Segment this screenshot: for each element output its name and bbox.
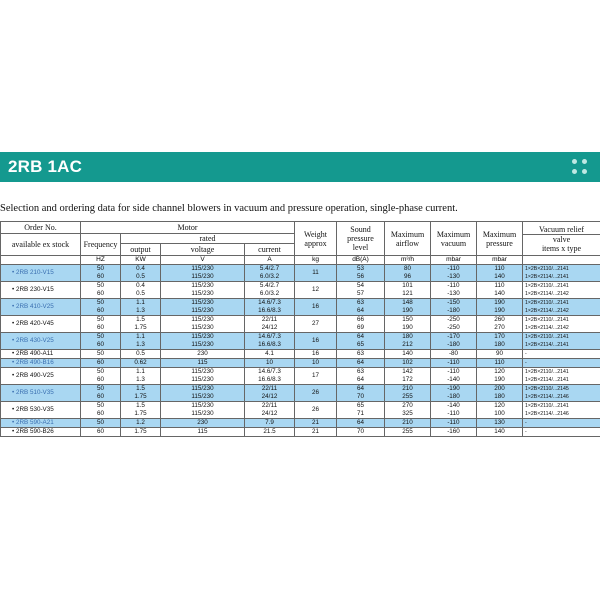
pressure: 140: [477, 290, 523, 299]
frequency: 60: [81, 376, 121, 385]
header-weight: Weight approx: [295, 222, 337, 256]
relief-valve: 1×2B×2110/...2141: [523, 282, 600, 291]
airflow: 255: [385, 393, 431, 402]
sound-level: 64: [337, 359, 385, 368]
voltage: 230: [161, 419, 245, 428]
frequency: 50: [81, 419, 121, 428]
current: 22/11: [245, 385, 295, 394]
airflow: 210: [385, 419, 431, 428]
weight: 10: [295, 359, 337, 368]
relief-valve: 1×2B×2110/...2145: [523, 385, 600, 394]
vacuum: -110: [431, 282, 477, 291]
vacuum: -80: [431, 350, 477, 359]
current: 22/11: [245, 402, 295, 411]
vacuum: -110: [431, 265, 477, 274]
sound-level: 70: [337, 428, 385, 437]
sound-level: 65: [337, 402, 385, 411]
header-voltage: voltage: [161, 244, 245, 256]
vacuum: -150: [431, 299, 477, 308]
header-rated: rated: [121, 234, 295, 244]
frequency: 60: [81, 273, 121, 282]
airflow: 80: [385, 265, 431, 274]
vacuum: -110: [431, 419, 477, 428]
voltage: 115/230: [161, 341, 245, 350]
relief-valve: 1×2B×2114/...2146: [523, 393, 600, 402]
pressure: 90: [477, 350, 523, 359]
order-number: • 2RB 530-V35: [1, 402, 81, 419]
sound-level: 64: [337, 385, 385, 394]
unit-cell: A: [245, 256, 295, 265]
unit-cell: m³/h: [385, 256, 431, 265]
sound-level: 64: [337, 419, 385, 428]
output: 1.75: [121, 393, 161, 402]
current: 16.6/8.3: [245, 341, 295, 350]
airflow: 148: [385, 299, 431, 308]
pressure: 110: [477, 359, 523, 368]
frequency: 50: [81, 402, 121, 411]
current: 6.0/3.2: [245, 290, 295, 299]
frequency: 50: [81, 316, 121, 325]
relief-valve: 1×2B×2114/...2142: [523, 324, 600, 333]
airflow: 96: [385, 273, 431, 282]
current: 5.4/2.7: [245, 282, 295, 291]
voltage: 115/230: [161, 376, 245, 385]
frequency: 60: [81, 341, 121, 350]
pressure: 120: [477, 368, 523, 377]
table-row: [1, 282, 600, 291]
relief-valve: -: [523, 419, 600, 428]
current: 21.5: [245, 428, 295, 437]
output: 0.5: [121, 350, 161, 359]
frequency: 60: [81, 393, 121, 402]
table-row: [1, 385, 600, 394]
vacuum: -140: [431, 402, 477, 411]
frequency: 50: [81, 299, 121, 308]
voltage: 115: [161, 428, 245, 437]
frequency: 50: [81, 368, 121, 377]
relief-valve: 1×2B×2114/...2141: [523, 273, 600, 282]
current: 22/11: [245, 316, 295, 325]
airflow: 150: [385, 316, 431, 325]
output: 1.3: [121, 307, 161, 316]
airflow: 270: [385, 402, 431, 411]
unit-cell: dB(A): [337, 256, 385, 265]
pressure: 120: [477, 402, 523, 411]
voltage: 230: [161, 350, 245, 359]
voltage: 115/230: [161, 265, 245, 274]
relief-valve: 1×2B×2114/...2142: [523, 290, 600, 299]
order-number: • 2RB 590-A21: [1, 419, 81, 428]
voltage: 115/230: [161, 385, 245, 394]
grid-dots-icon: [572, 159, 588, 175]
current: 7.9: [245, 419, 295, 428]
vacuum: -250: [431, 324, 477, 333]
airflow: 102: [385, 359, 431, 368]
voltage: 115/230: [161, 282, 245, 291]
relief-valve: 1×2B×2114/...2146: [523, 410, 600, 419]
vacuum: -190: [431, 385, 477, 394]
table-row: [1, 299, 600, 308]
header-max-pressure: Maximum pressure: [477, 222, 523, 256]
header-sound: Sound pressure level: [337, 222, 385, 256]
sound-level: 65: [337, 341, 385, 350]
current: 24/12: [245, 393, 295, 402]
order-number: • 2RB 430-V25: [1, 333, 81, 350]
table-row: [1, 333, 600, 342]
frequency: 50: [81, 385, 121, 394]
order-number: • 2RB 590-B26: [1, 428, 81, 437]
vacuum: -130: [431, 273, 477, 282]
relief-valve: 1×2B×2110/...2141: [523, 316, 600, 325]
sound-level: 64: [337, 376, 385, 385]
units-row: [1, 256, 600, 265]
airflow: 180: [385, 333, 431, 342]
sound-level: 64: [337, 333, 385, 342]
output: 1.5: [121, 385, 161, 394]
output: 1.5: [121, 402, 161, 411]
output: 0.4: [121, 265, 161, 274]
pressure: 110: [477, 282, 523, 291]
sound-level: 69: [337, 324, 385, 333]
current: 5.4/2.7: [245, 265, 295, 274]
sound-level: 66: [337, 316, 385, 325]
voltage: 115/230: [161, 368, 245, 377]
pressure: 170: [477, 333, 523, 342]
order-number: • 2RB 230-V15: [1, 282, 81, 299]
output: 1.3: [121, 341, 161, 350]
relief-valve: -: [523, 428, 600, 437]
table-row: [1, 402, 600, 411]
airflow: 140: [385, 350, 431, 359]
voltage: 115/230: [161, 307, 245, 316]
current: 16.6/8.3: [245, 307, 295, 316]
header-current: current: [245, 244, 295, 256]
relief-valve: 1×2B×2110/...2141: [523, 402, 600, 411]
output: 0.4: [121, 282, 161, 291]
output: 1.5: [121, 316, 161, 325]
header-relief: Vacuum relief valve items x type: [523, 222, 600, 256]
frequency: 60: [81, 428, 121, 437]
current: 6.0/3.2: [245, 273, 295, 282]
sound-level: 54: [337, 282, 385, 291]
output: 0.62: [121, 359, 161, 368]
vacuum: -180: [431, 307, 477, 316]
unit-cell: [523, 256, 600, 265]
output: 1.2: [121, 419, 161, 428]
pressure: 180: [477, 393, 523, 402]
header-order-no: Order No.: [1, 222, 81, 234]
order-number: • 2RB 510-V35: [1, 385, 81, 402]
table-row: [1, 265, 600, 274]
output: 1.75: [121, 428, 161, 437]
table-row: [1, 428, 600, 437]
sound-level: 56: [337, 273, 385, 282]
unit-cell: mbar: [431, 256, 477, 265]
unit-cell: mbar: [477, 256, 523, 265]
section-banner: [0, 152, 600, 182]
voltage: 115/230: [161, 324, 245, 333]
airflow: 255: [385, 428, 431, 437]
current: 24/12: [245, 410, 295, 419]
pressure: 260: [477, 316, 523, 325]
pressure: 130: [477, 419, 523, 428]
airflow: 190: [385, 324, 431, 333]
order-number: • 2RB 490-A11: [1, 350, 81, 359]
order-number: • 2RB 490-V25: [1, 368, 81, 385]
voltage: 115/230: [161, 299, 245, 308]
relief-valve: 1×2B×2110/...2141: [523, 299, 600, 308]
order-number: • 2RB 490-B16: [1, 359, 81, 368]
current: 14.6/7.3: [245, 299, 295, 308]
pressure: 190: [477, 299, 523, 308]
unit-cell: KW: [121, 256, 161, 265]
weight: 26: [295, 385, 337, 402]
weight: 16: [295, 333, 337, 350]
current: 4.1: [245, 350, 295, 359]
header-max-airflow: Maximum airflow: [385, 222, 431, 256]
vacuum: -130: [431, 290, 477, 299]
weight: 21: [295, 419, 337, 428]
frequency: 60: [81, 324, 121, 333]
header-frequency: Frequency: [81, 234, 121, 256]
pressure: 190: [477, 376, 523, 385]
table-row: [1, 368, 600, 377]
weight: 27: [295, 316, 337, 333]
sound-level: 57: [337, 290, 385, 299]
current: 14.6/7.3: [245, 333, 295, 342]
vacuum: -180: [431, 393, 477, 402]
relief-valve: 1×2B×2114/...2141: [523, 341, 600, 350]
sound-level: 63: [337, 350, 385, 359]
pressure: 200: [477, 385, 523, 394]
pressure: 270: [477, 324, 523, 333]
airflow: 172: [385, 376, 431, 385]
spec-table: [0, 221, 600, 437]
section-title: 2RB 1AC: [8, 157, 83, 176]
relief-valve: 1×2B×2110/...2141: [523, 368, 600, 377]
output: 0.5: [121, 290, 161, 299]
unit-cell: HZ: [81, 256, 121, 265]
unit-cell: V: [161, 256, 245, 265]
frequency: 60: [81, 290, 121, 299]
output: 1.3: [121, 376, 161, 385]
voltage: 115/230: [161, 410, 245, 419]
relief-valve: -: [523, 350, 600, 359]
table-row: [1, 359, 600, 368]
airflow: 101: [385, 282, 431, 291]
vacuum: -110: [431, 410, 477, 419]
spec-table-body: [1, 265, 600, 437]
unit-cell: kg: [295, 256, 337, 265]
frequency: 50: [81, 282, 121, 291]
weight: 16: [295, 299, 337, 316]
airflow: 212: [385, 341, 431, 350]
relief-valve: -: [523, 359, 600, 368]
frequency: 50: [81, 265, 121, 274]
voltage: 115/230: [161, 290, 245, 299]
sound-level: 71: [337, 410, 385, 419]
sound-level: 70: [337, 393, 385, 402]
vacuum: -180: [431, 341, 477, 350]
output: 1.75: [121, 410, 161, 419]
frequency: 60: [81, 307, 121, 316]
sound-level: 63: [337, 368, 385, 377]
frequency: 50: [81, 350, 121, 359]
frequency: 50: [81, 333, 121, 342]
pressure: 190: [477, 307, 523, 316]
voltage: 115/230: [161, 393, 245, 402]
voltage: 115/230: [161, 316, 245, 325]
airflow: 121: [385, 290, 431, 299]
output: 1.1: [121, 299, 161, 308]
order-number: • 2RB 210-V15: [1, 265, 81, 282]
relief-valve: 1×2B×2114/...2141: [523, 376, 600, 385]
pressure: 140: [477, 273, 523, 282]
vacuum: -140: [431, 376, 477, 385]
airflow: 190: [385, 307, 431, 316]
vacuum: -160: [431, 428, 477, 437]
sound-level: 63: [337, 299, 385, 308]
current: 14.6/7.3: [245, 368, 295, 377]
pressure: 140: [477, 428, 523, 437]
unit-cell: [1, 256, 81, 265]
order-number: • 2RB 420-V45: [1, 316, 81, 333]
current: 24/12: [245, 324, 295, 333]
weight: 16: [295, 350, 337, 359]
pressure: 110: [477, 265, 523, 274]
vacuum: -110: [431, 359, 477, 368]
weight: 26: [295, 402, 337, 419]
airflow: 210: [385, 385, 431, 394]
header-motor: Motor: [81, 222, 295, 234]
header-max-vacuum: Maximum vacuum: [431, 222, 477, 256]
header-output: output: [121, 244, 161, 256]
frequency: 60: [81, 359, 121, 368]
table-row: [1, 316, 600, 325]
table-row: [1, 350, 600, 359]
relief-valve: 1×2B×2110/...2141: [523, 333, 600, 342]
header-available: available ex stock: [1, 234, 81, 256]
voltage: 115/230: [161, 333, 245, 342]
weight: 11: [295, 265, 337, 282]
output: 1.1: [121, 368, 161, 377]
table-caption: Selection and ordering data for side channel blowers in vacuum and pressure operation, single-phase current.: [0, 203, 458, 214]
voltage: 115: [161, 359, 245, 368]
weight: 17: [295, 368, 337, 385]
sound-level: 53: [337, 265, 385, 274]
vacuum: -170: [431, 333, 477, 342]
order-number: • 2RB 410-V25: [1, 299, 81, 316]
weight: 21: [295, 428, 337, 437]
output: 0.5: [121, 273, 161, 282]
current: 16.6/8.3: [245, 376, 295, 385]
voltage: 115/230: [161, 402, 245, 411]
pressure: 100: [477, 410, 523, 419]
weight: 12: [295, 282, 337, 299]
table-row: [1, 419, 600, 428]
relief-valve: 1×2B×2114/...2142: [523, 307, 600, 316]
output: 1.1: [121, 333, 161, 342]
relief-valve: 1×2B×2110/...2141: [523, 265, 600, 274]
airflow: 142: [385, 368, 431, 377]
voltage: 115/230: [161, 273, 245, 282]
sound-level: 64: [337, 307, 385, 316]
vacuum: -250: [431, 316, 477, 325]
pressure: 180: [477, 341, 523, 350]
vacuum: -110: [431, 368, 477, 377]
frequency: 60: [81, 410, 121, 419]
output: 1.75: [121, 324, 161, 333]
airflow: 325: [385, 410, 431, 419]
current: 10: [245, 359, 295, 368]
